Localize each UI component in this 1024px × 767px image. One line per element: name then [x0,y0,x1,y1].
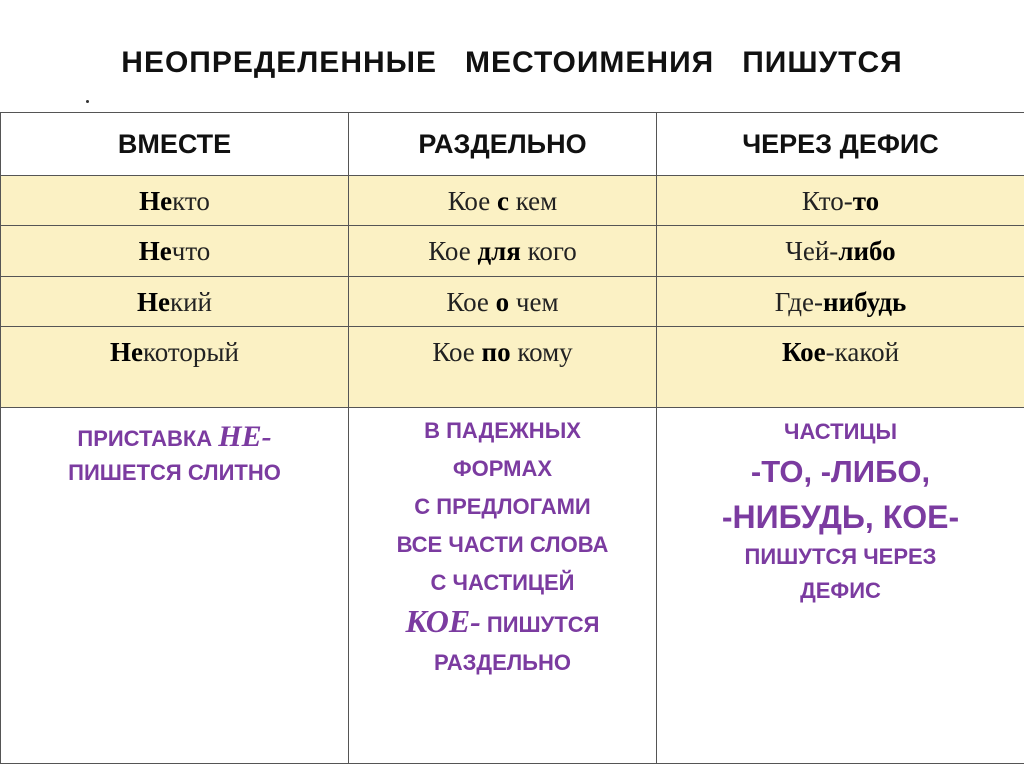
header-together: ВМЕСТЕ [1,113,349,176]
decorative-dot [86,100,89,103]
table-row [1,226,1024,277]
cell-hyphen: Кое-какой [657,327,1024,408]
note-separately: В ПАДЕЖНЫХ ФОРМАХ С ПРЕДЛОГАМИ ВСЕ ЧАСТИ СЛОВА С ЧАСТИЦЕЙ КОЕ- ПИШУТСЯ РАЗДЕЛЬНО [349,408,657,764]
page-title: НЕОПРЕДЕЛЕННЫЕ МЕСТОИМЕНИЯ ПИШУТСЯ [121,46,903,79]
cell-separately: Кое с кем [349,176,657,226]
note-together: ПРИСТАВКА НЕ- ПИШЕТСЯ СЛИТНО [1,408,349,764]
cell-separately: Кое по кому [349,327,657,408]
note-hyphen: ЧАСТИЦЫ -ТО, -ЛИБО, -НИБУДЬ, КОЕ- ПИШУТСЯ ЧЕРЕЗ ДЕФИС [657,408,1024,764]
cell-separately: Кое для кого [349,226,657,277]
cell-separately: Кое о чем [349,277,657,327]
header-separately: РАЗДЕЛЬНО [349,113,657,176]
cell-hyphen: Чей-либо [657,226,1024,277]
cell-together: Некоторый [1,327,349,408]
cell-hyphen: Где-нибудь [657,277,1024,327]
notes-row [1,408,1024,764]
table-row [1,277,1024,327]
table-row [1,176,1024,226]
header-row [1,113,1024,176]
table-row [1,327,1024,408]
header-hyphen: ЧЕРЕЗ ДЕФИС [657,113,1024,176]
cell-hyphen: Кто-то [657,176,1024,226]
pronouns-table [0,112,1024,764]
cell-together: Нечто [1,226,349,277]
cell-together: Некто [1,176,349,226]
cell-together: Некий [1,277,349,327]
